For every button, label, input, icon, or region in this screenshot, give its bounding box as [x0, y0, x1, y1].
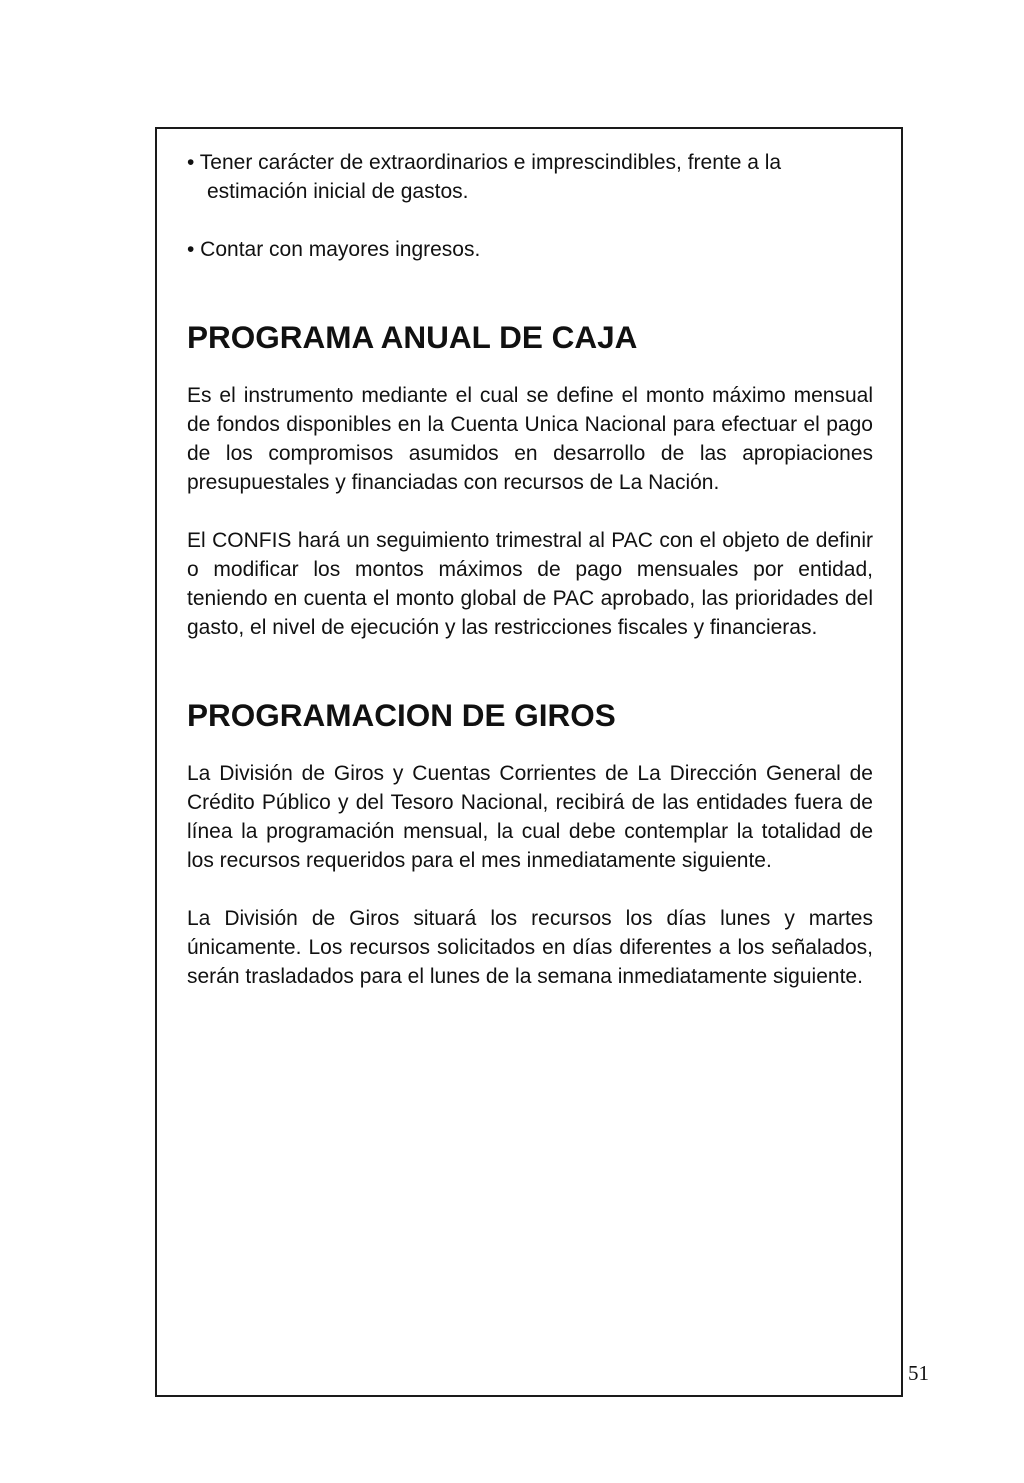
paragraph-confis-monitoring: El CONFIS hará un seguimiento trimestral al PAC con el objeto de definir o modificar los montos máximos de pago mensuales por entidad, teniendo en cuenta el monto global de PAC aprobado, las prioridades del gasto, el nivel de ejecución y las restricciones fiscales y financieras.	[187, 529, 873, 639]
section-heading-programacion-giros: PROGRAMACION DE GIROS	[187, 697, 616, 733]
document-body	[187, 148, 873, 991]
paragraph-pac-definition: Es el instrumento mediante el cual se define el monto máximo mensual de fondos disponibles en la Cuenta Unica Nacional para efectuar el pago de los compromisos asumidos en desarrollo de las apropiaciones presupuestales y financiadas con recursos de La Nación.	[187, 384, 873, 494]
page-number: 51	[908, 1361, 929, 1385]
section-heading-programa-anual: PROGRAMA ANUAL DE CAJA	[187, 319, 638, 355]
paragraph-division-giros: La División de Giros y Cuentas Corrientes de La Dirección General de Crédito Público y del Tesoro Nacional, recibirá de las entidades fuera de línea la programación mensual, la cual debe contemplar la totalidad de los recursos requeridos para el mes inmediatamente siguiente.	[187, 762, 873, 872]
paragraph-giros-schedule: La División de Giros situará los recursos los días lunes y martes únicamente. Los recursos solicitados en días diferentes a los señalados, serán trasladados para el lunes de la semana inmediatamente siguiente.	[187, 907, 873, 988]
bullet-item-income: • Contar con mayores ingresos.	[187, 238, 481, 261]
bullet-item-extraordinary: • Tener carácter de extraordinarios e imprescindibles, frente a la estimación inicial de gastos.	[187, 151, 782, 203]
